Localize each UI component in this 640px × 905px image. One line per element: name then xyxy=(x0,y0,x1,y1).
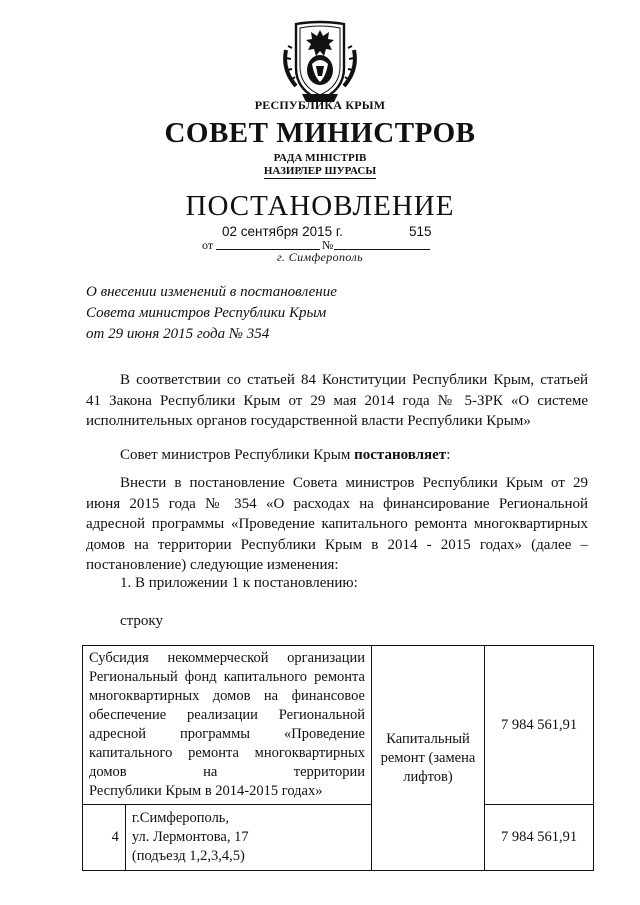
paragraph-resolves: Совет министров Республики Крым постановляет: xyxy=(120,447,451,463)
table-row xyxy=(83,805,594,871)
republic-title: РЕСПУБЛИКА КРЫМ xyxy=(254,98,386,112)
row-address: г.Симферополь, ул. Лермонтова, 17 (подъезд 1,2,3,4,5) xyxy=(125,805,371,871)
paragraph-basis: В соответствии со статьей 84 Конституции Республики Крым, статьей 41 Закона Республики Крым от 29 мая 2014 года № 5-ЗРК «О системе исполнительных органов государственной власти Республики Крым» xyxy=(86,372,588,429)
repair-type: Капитальный ремонт (замена лифтов) xyxy=(372,646,485,871)
decree-title: ПОСТАНОВЛЕНИЕ xyxy=(185,190,455,222)
amendment-table xyxy=(82,645,594,871)
date-prefix: от xyxy=(202,238,214,252)
number-prefix: № xyxy=(322,238,334,252)
paragraph-item-1: 1. В приложении 1 к постановлению: xyxy=(120,575,358,591)
coat-of-arms-emblem-icon xyxy=(282,20,358,104)
council-title-crh: НАЗИРЛЕР ШУРАСЫ xyxy=(263,165,377,177)
row-number: 4 xyxy=(83,805,126,871)
paragraph-amend: Внести в постановление Совета министров Республики Крым от 29 июня 2015 года № 354 «О расходах на финансирование Региональной адресной программы «Проведение капитального ремонта многоквартирных домов на территории Республики Крым в 2014 - 2015 годах» (далее – постановление) следующие изменения: xyxy=(86,475,588,573)
council-title: СОВЕТ МИНИСТРОВ xyxy=(164,117,476,149)
row-description: Субсидия некоммерческой организации Региональный фонд капитального ремонта многоквартирных домов на финансовое обеспечение реализации Региональной адресной программы «Проведение капитального ремонта многоквартирных домов на территории Республики Крым в 2014-2015 годах» xyxy=(83,646,372,805)
row-sum: 7 984 561,91 xyxy=(485,646,594,805)
decree-subject: О внесении изменений в постановление Совета министров Республики Крым от 29 июня 2015 года № 354 xyxy=(86,284,337,342)
city: г. Симферополь xyxy=(276,250,364,264)
decree-number: 515 xyxy=(409,224,432,239)
row-sum: 7 984 561,91 xyxy=(485,805,594,871)
council-title-ua: РАДА МІНІСТРІВ xyxy=(273,152,367,164)
decree-date: 02 сентября 2015 г. xyxy=(222,224,343,239)
table-row xyxy=(83,646,594,805)
paragraph-row: строку xyxy=(120,613,163,629)
